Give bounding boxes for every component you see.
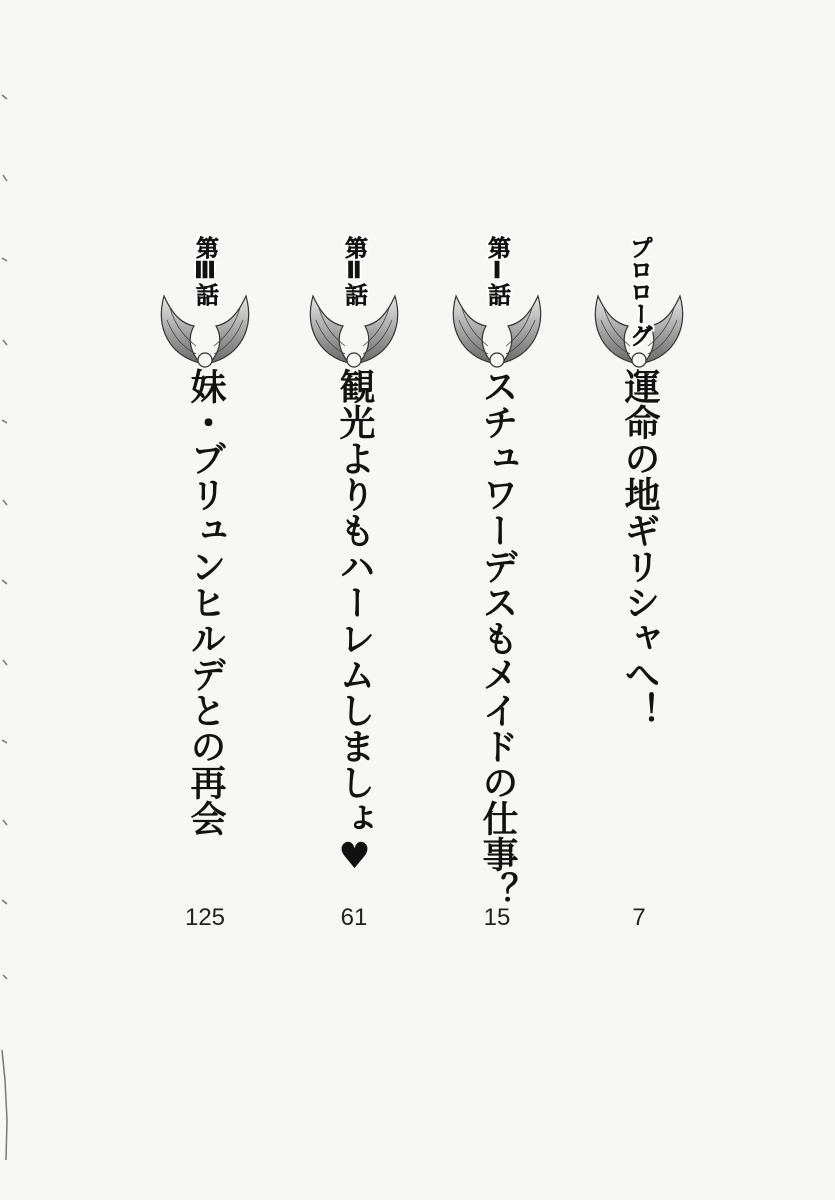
- chapter-title: 観光よりもハーレムしましょ♥: [334, 368, 375, 877]
- page-number: 125: [184, 904, 226, 931]
- chapter-title: 運命の地ギリシャへ！: [619, 368, 660, 728]
- page-number: 61: [340, 904, 368, 931]
- chapter-title: スチュワーデスもメイドの仕事？: [477, 368, 518, 908]
- winged-emblem: [442, 228, 552, 378]
- winged-emblem: [299, 228, 409, 378]
- toc-entry-chapter-2[interactable]: [299, 228, 409, 948]
- chapter-label: プロローグ: [626, 236, 652, 346]
- toc-entry-chapter-1[interactable]: [442, 228, 552, 948]
- toc-entry-chapter-3[interactable]: [150, 228, 260, 948]
- page-number: 15: [483, 904, 511, 931]
- chapter-label: 第Ⅱ話: [341, 236, 367, 305]
- page-number: 7: [632, 904, 646, 931]
- chapter-title: 妹・ブリュンヒルデとの再会: [185, 368, 226, 836]
- chapter-label: 第Ⅰ話: [484, 236, 510, 305]
- winged-emblem: [150, 228, 260, 378]
- chapter-label: 第Ⅲ話: [192, 236, 218, 305]
- toc-entry-prologue[interactable]: [584, 228, 694, 948]
- binding-edge-marks: [0, 0, 14, 1200]
- winged-emblem: [584, 228, 694, 378]
